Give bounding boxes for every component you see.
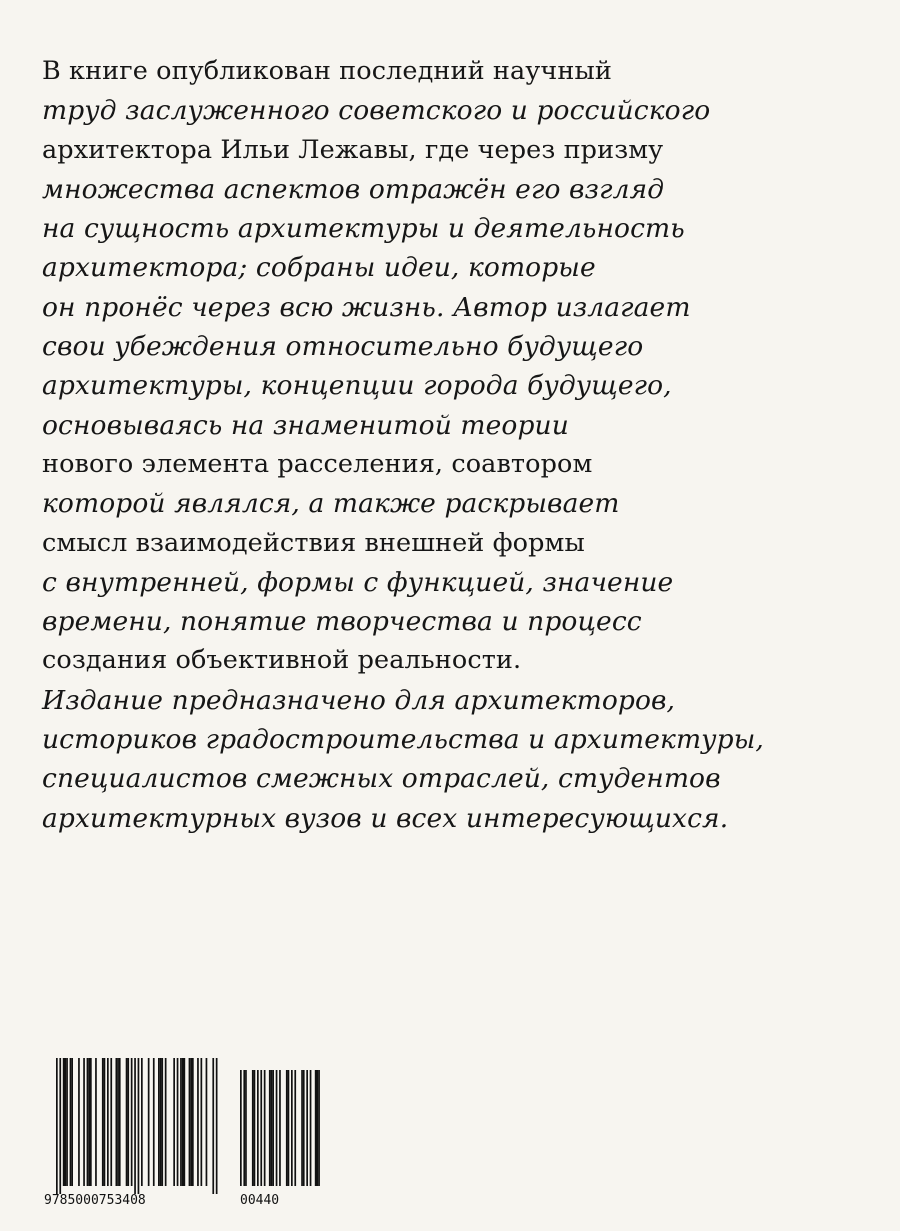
annotation-line: труд заслуженного советского и российского xyxy=(42,95,711,127)
barcode-bar xyxy=(243,1070,245,1186)
barcode-bar xyxy=(240,1070,242,1186)
barcode-bar xyxy=(264,1070,266,1186)
barcode-bar xyxy=(104,1058,106,1186)
barcode-bar xyxy=(153,1058,155,1186)
barcode-bar xyxy=(260,1070,262,1186)
barcode-bar xyxy=(310,1070,312,1186)
annotation-line: историков градостроительства и архитектуры, xyxy=(42,724,764,756)
isbn-digits: 9785000753408 xyxy=(44,1193,146,1208)
barcode-bar xyxy=(272,1070,274,1186)
barcode-bar xyxy=(141,1058,143,1186)
addon-digits: 00440 xyxy=(240,1193,280,1208)
barcode-bar xyxy=(318,1070,320,1186)
barcode-bar xyxy=(279,1070,281,1186)
barcode-bar xyxy=(127,1058,129,1186)
annotation-line: он пронёс через всю жизнь. Автор излагает xyxy=(42,291,691,323)
annotation-line: архитектора Ильи Лежавы, где через призму xyxy=(42,134,664,165)
barcode-bar xyxy=(257,1070,259,1186)
barcode-bar xyxy=(126,1058,128,1186)
annotation-line: которой являлся, а также раскрывает xyxy=(42,488,620,520)
barcode-bar xyxy=(269,1070,271,1186)
barcode-bar xyxy=(252,1070,254,1186)
barcode-bar xyxy=(95,1058,97,1186)
barcode-bar xyxy=(83,1058,85,1186)
barcode-bar xyxy=(206,1058,208,1186)
barcode-bar xyxy=(158,1058,160,1186)
barcode-bar xyxy=(78,1058,80,1186)
barcode-bar xyxy=(102,1058,104,1186)
barcode-bar xyxy=(88,1058,90,1186)
barcode-bar xyxy=(70,1058,72,1186)
barcode-bar xyxy=(116,1058,118,1186)
barcode-bar xyxy=(291,1070,293,1186)
annotation-line: специалистов смежных отраслей, студентов xyxy=(42,763,721,795)
barcode-bar xyxy=(148,1058,150,1186)
barcode-bar xyxy=(271,1070,273,1186)
annotation-line: множества аспектов отражён его взгляд xyxy=(42,173,665,205)
barcode-bar xyxy=(317,1070,319,1186)
barcode-bar xyxy=(131,1058,133,1186)
barcode-bar xyxy=(245,1070,247,1186)
barcode-bar xyxy=(161,1058,163,1186)
barcode-bar xyxy=(117,1058,119,1186)
barcode-bar xyxy=(56,1058,58,1194)
annotation-text xyxy=(42,52,872,838)
barcode-bar xyxy=(212,1058,214,1194)
annotation-line: В книге опубликован последний научный xyxy=(42,56,612,86)
barcode-bar xyxy=(286,1070,288,1186)
barcode-bar xyxy=(63,1058,65,1186)
barcode-bar xyxy=(59,1058,61,1194)
annotation-line: свои убеждения относительно будущего xyxy=(42,331,644,363)
barcode-bars-addon xyxy=(240,1070,320,1186)
barcode-bar xyxy=(301,1070,303,1186)
barcode-bar xyxy=(306,1070,308,1186)
barcode-bar xyxy=(138,1058,140,1194)
barcode-bar xyxy=(294,1070,296,1186)
barcode-bar xyxy=(107,1058,109,1186)
barcode-bar xyxy=(165,1058,167,1186)
barcode-bar xyxy=(315,1070,317,1186)
barcode-bar xyxy=(66,1058,68,1186)
annotation-line: создания объективной реальности. xyxy=(42,645,522,676)
annotation-line: смысл взаимодействия внешней формы xyxy=(42,527,585,558)
barcode-bar xyxy=(201,1058,203,1186)
barcode-bar xyxy=(119,1058,121,1186)
annotation-line: с внутренней, формы с функцией, значение xyxy=(42,566,674,598)
barcode-bar xyxy=(160,1058,162,1186)
barcode-bar xyxy=(110,1058,112,1186)
barcode-bar xyxy=(177,1058,179,1186)
annotation-line: Издание предназначено для архитекторов, xyxy=(42,684,676,716)
barcode-bar xyxy=(65,1058,67,1186)
barcode-bar xyxy=(190,1058,192,1186)
annotation-line: архитектурных вузов и всех интересующихся. xyxy=(42,802,729,834)
barcode-bar xyxy=(134,1058,136,1194)
barcode-bar xyxy=(173,1058,175,1186)
barcode-bar xyxy=(276,1070,278,1186)
barcode-bar xyxy=(184,1058,186,1186)
annotation-line: архитектуры, концепции города будущего, xyxy=(42,370,672,402)
barcode-bar xyxy=(189,1058,191,1186)
barcode-bar xyxy=(90,1058,92,1186)
barcode-bar xyxy=(182,1058,184,1186)
barcode-bar xyxy=(180,1058,182,1186)
barcode-bar xyxy=(288,1070,290,1186)
barcode-bar xyxy=(192,1058,194,1186)
barcode-bars-main xyxy=(56,1058,218,1194)
barcode-bar xyxy=(303,1070,305,1186)
barcode-bar xyxy=(216,1058,218,1194)
annotation-line: нового элемента расселения, соавтором xyxy=(42,448,593,479)
annotation-line: на сущность архитектуры и деятельность xyxy=(42,213,685,245)
barcode-bar xyxy=(197,1058,199,1186)
annotation-line: основываясь на знаменитой теории xyxy=(42,409,569,441)
annotation-line: архитектора; собраны идеи, которые xyxy=(42,252,596,284)
barcode-bar xyxy=(71,1058,73,1186)
barcode-bar xyxy=(254,1070,256,1186)
barcode-graphic xyxy=(44,1058,344,1208)
isbn-barcode xyxy=(44,1058,344,1208)
barcode-bar xyxy=(87,1058,89,1186)
annotation-line: времени, понятие творчества и процесс xyxy=(42,606,642,638)
